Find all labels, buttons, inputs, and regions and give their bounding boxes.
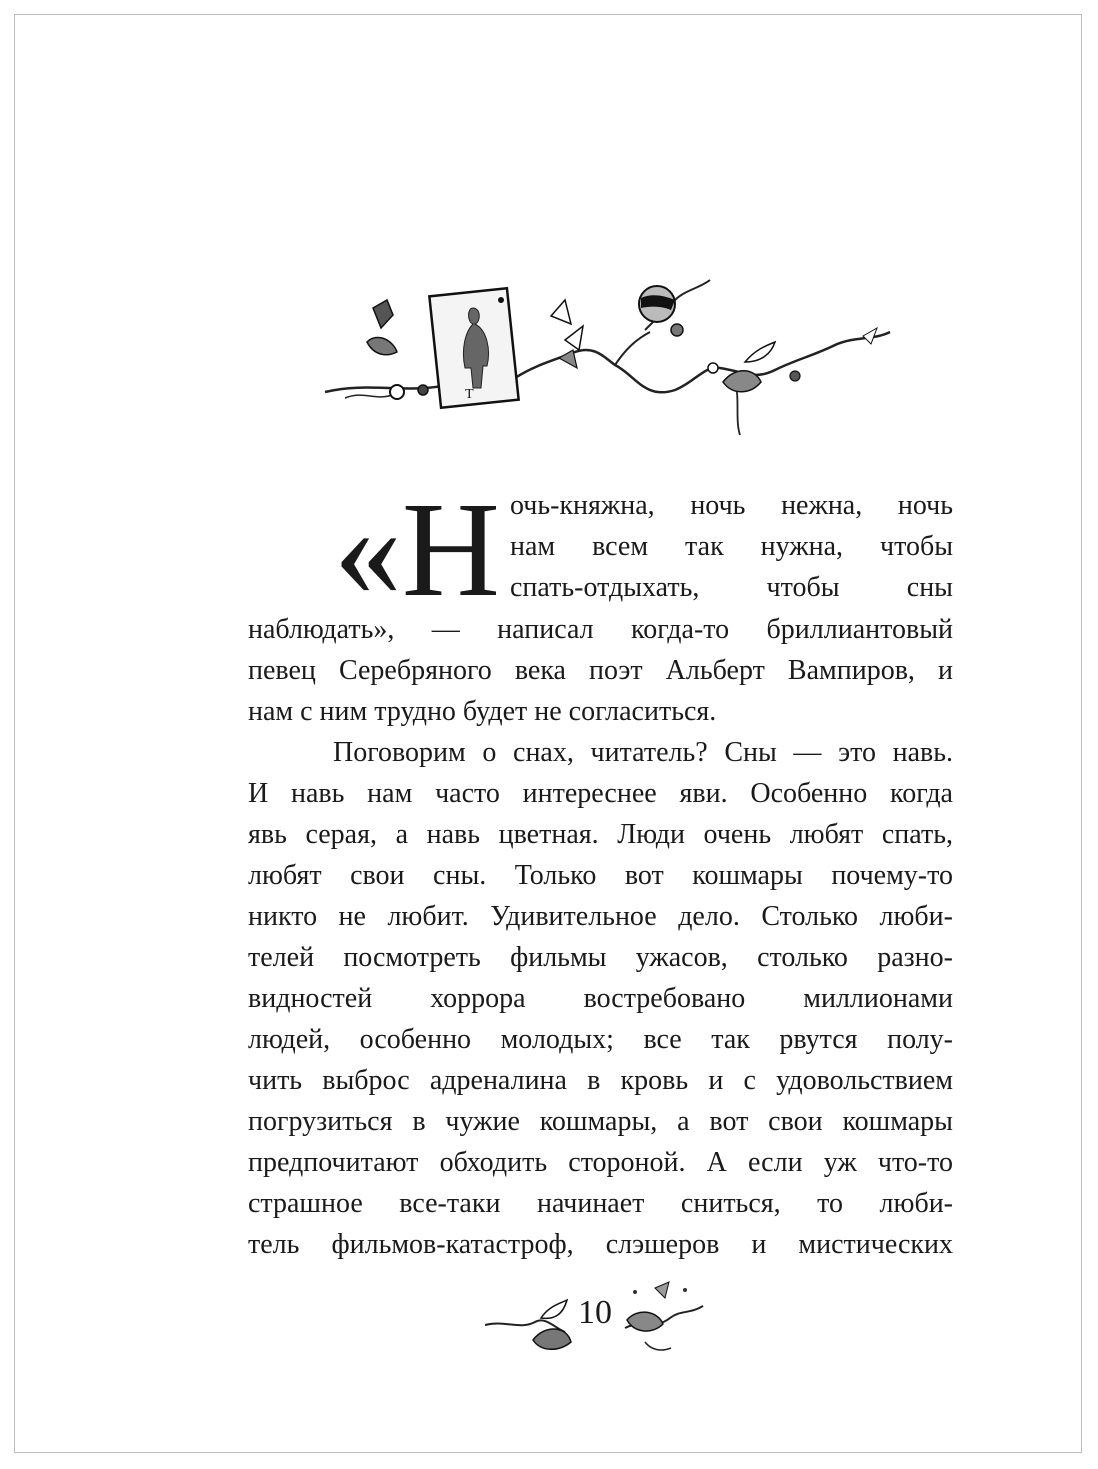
page-number: 10	[578, 1294, 612, 1331]
dropcap-lines	[510, 485, 953, 608]
main-text	[248, 475, 953, 1265]
vine-ornament-illustration	[315, 270, 895, 445]
text-line: никто не любит. Удивительное дело. Столько люби-	[248, 901, 953, 932]
text-line: спать-отдыхать, чтобы сны	[510, 572, 953, 603]
text-line: любят свои сны. Только вот кошмары почему-то	[248, 860, 953, 891]
text-line: наблюдать», — написал когда-то бриллиантовый	[248, 614, 953, 645]
text-line: людей, особенно молодых; все так рвутся полу-	[248, 1024, 953, 1055]
text-line: погрузиться в чужие кошмары, а вот свои кошмары	[248, 1106, 953, 1137]
dropcap-letter: «Н	[333, 475, 500, 625]
text-line: предпочитают обходить стороной. А если уж что-то	[248, 1147, 953, 1178]
text-line: видностей хоррора востребовано миллионами	[248, 983, 953, 1014]
text-line: нам всем так нужна, чтобы	[510, 531, 953, 562]
text-line: явь серая, а навь цветная. Люди очень любят спать,	[248, 819, 953, 850]
opening-paragraph	[248, 475, 953, 625]
text-line: телей посмотреть фильмы ужасов, столько разно-	[248, 942, 953, 973]
text-line: чить выброс адреналина в кровь и с удовольствием	[248, 1065, 953, 1096]
text-line: Поговорим о снах, читатель? Сны — это навь.	[333, 737, 953, 768]
text-line: страшное все-таки начинает сниться, то люби-	[248, 1188, 953, 1219]
text-line: тель фильмов-катастроф, слэшеров и мистических	[248, 1229, 953, 1260]
paragraph-2	[248, 732, 953, 1265]
svg-text:T: T	[465, 387, 474, 402]
text-line: певец Серебряного века поэт Альберт Вампиров, и	[248, 655, 953, 686]
paragraph-1-continuation	[248, 609, 953, 732]
text-line: очь-княжна, ночь нежна, ночь	[510, 490, 953, 521]
page-number-ornament	[475, 1270, 715, 1370]
book-page	[14, 14, 1082, 1453]
text-line: нам с ним трудно будет не согласиться.	[248, 696, 717, 727]
text-line: И навь нам часто интереснее яви. Особенно когда	[248, 778, 953, 809]
